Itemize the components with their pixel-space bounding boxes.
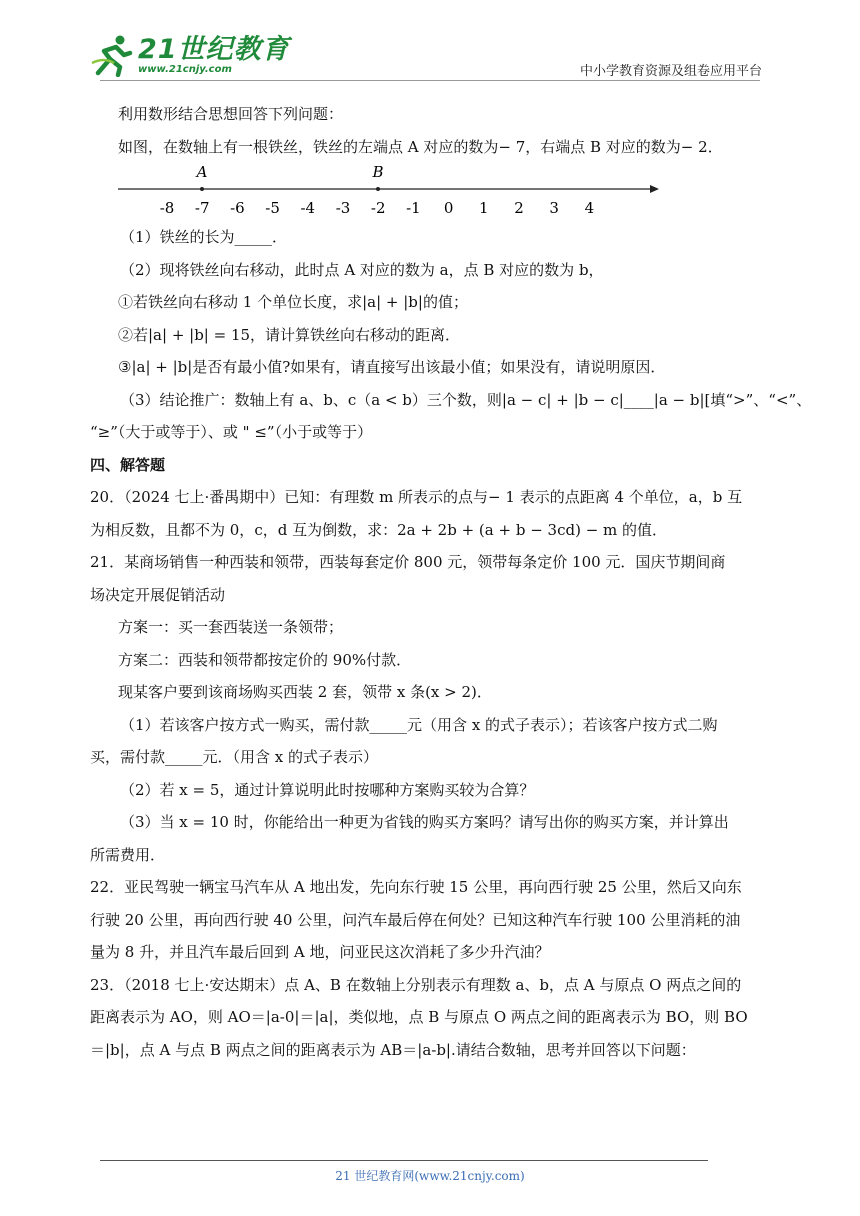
tick-label: -2 [370, 199, 386, 217]
text-line: 利用数形结合思想回答下列问题： [118, 105, 344, 123]
logo-url: www.21cnjy.com [138, 63, 232, 75]
text-line: 所需费用． [90, 845, 166, 864]
text-line: 距离表示为 AO，则 AO＝|a-0|＝|a|，类似地，点 B 与原点 O 两点之间的距离表示为 BO，则 BO [90, 1008, 748, 1026]
text-line: 量为 8 升，并且汽车最后回到 A 地，问亚民这次消耗了多少升汽油？ [90, 943, 550, 961]
text-line: 为相反数，且都不为 0，c，d 互为倒数，求：2a + 2b + (a + b − 3cd) − m 的值． [90, 520, 668, 539]
point-a [200, 187, 204, 191]
header-divider [100, 80, 760, 81]
page-footer: 21 世纪教育网(www.21cnjy.com) [335, 1169, 525, 1183]
tick-label: -3 [335, 199, 351, 217]
text-line: 20．（2024 七上·番禺期中）已知：有理数 m 所表示的点与− 1 表示的点距离 4 个单位，a，b 互 [90, 488, 743, 506]
text-line: ③|a| + |b|是否有最小值?如果有，请直接写出该最小值；如果没有，请说明原因． [118, 358, 666, 376]
text-line: 22．亚民驾驶一辆宝马汽车从 A 地出发，先向东行驶 15 公里，再向西行驶 25 公里，然后又向东 [90, 878, 742, 896]
page-header [90, 32, 770, 82]
text-line: 行驶 20 公里，再向西行驶 40 公里，问汽车最后停在何处？已知这种汽车行驶 100 公里消耗的油 [90, 910, 741, 929]
text-line: ＝|b|，点 A 与点 B 两点之间的距离表示为 AB＝|a-b|.请结合数轴，思考并回答以下问题： [90, 1040, 696, 1059]
document-body [90, 98, 812, 1066]
text-line: （2）现将铁丝向右移动，此时点 A 对应的数为 a，点 B 对应的数为 b， [120, 260, 604, 279]
text-line: 场决定开展促销活动 [90, 585, 226, 604]
logo-title: 21世纪教育 [138, 33, 290, 65]
footer-divider [100, 1160, 708, 1161]
text-line: 21．某商场销售一种西装和领带，西装每套定价 800 元，领带每条定价 100 元．国庆节期间商 [90, 553, 726, 571]
text-line: 买，需付款_____元．（用含 x 的式子表示） [90, 748, 378, 766]
text-line: （3）当 x = 10 时，你能给出一种更为省钱的购买方案吗？请写出你的购买方案，并计算出 [120, 813, 729, 831]
text-line: ①若铁丝向右移动 1 个单位长度，求|a| + |b|的值； [118, 293, 468, 311]
tick-label: -6 [230, 199, 245, 217]
tick-label: 0 [443, 199, 454, 217]
text-line: ②若|a| + |b| = 15，请计算铁丝向右移动的距离． [118, 325, 461, 344]
text-line: （3）结论推广：数轴上有 a、b、c（a < b）三个数，则|a − c| + |b − c|____|a − b|[填“>”、“<”、 [120, 390, 812, 409]
tick-label: -8 [159, 199, 175, 217]
tick-label: -1 [406, 199, 421, 217]
tick-label: 2 [514, 199, 524, 217]
tick-label: -4 [300, 199, 316, 217]
tick-label: -7 [194, 199, 210, 217]
text-line: 23．（2018 七上·安达期末）点 A、B 在数轴上分别表示有理数 a、b，点 A 与原点 O 两点之间的 [90, 975, 742, 994]
logo [90, 32, 290, 78]
platform-name: 中小学教育资源及组卷应用平台 [579, 64, 762, 79]
point-b-label: B [372, 163, 384, 181]
text-line: 现某客户要到该商场购买西装 2 套，领带 x 条(x > 2)． [118, 683, 492, 701]
tick-label: 1 [479, 199, 489, 217]
point-b [376, 187, 380, 191]
text-line: （1）铁丝的长为_____． [120, 228, 288, 246]
section-heading: 四、解答题 [90, 455, 166, 474]
runner-logo-icon [90, 33, 134, 77]
tick-label: 3 [549, 199, 559, 217]
text-line: （1）若该客户按方式一购买，需付款_____元（用含 x 的式子表示）；若该客户按方式二购 [120, 715, 718, 734]
tick-label: -5 [265, 199, 280, 217]
text-line: 如图，在数轴上有一根铁丝，铁丝的左端点 A 对应的数为− 7，右端点 B 对应的数为− 2． [118, 137, 723, 156]
text-line: 方案一：买一套西装送一条领带； [118, 618, 344, 636]
text-line: 方案二：西装和领带都按定价的 90%付款． [118, 650, 412, 669]
number-line-figure [90, 163, 765, 221]
point-a-label: A [196, 163, 208, 181]
text-line: （2）若 x = 5，通过计算说明此时按哪种方案购买较为合算？ [120, 780, 535, 799]
tick-label: 4 [584, 199, 595, 217]
text-line: “≥”（大于或等于）、或 " ≤”（小于或等于） [90, 423, 373, 441]
